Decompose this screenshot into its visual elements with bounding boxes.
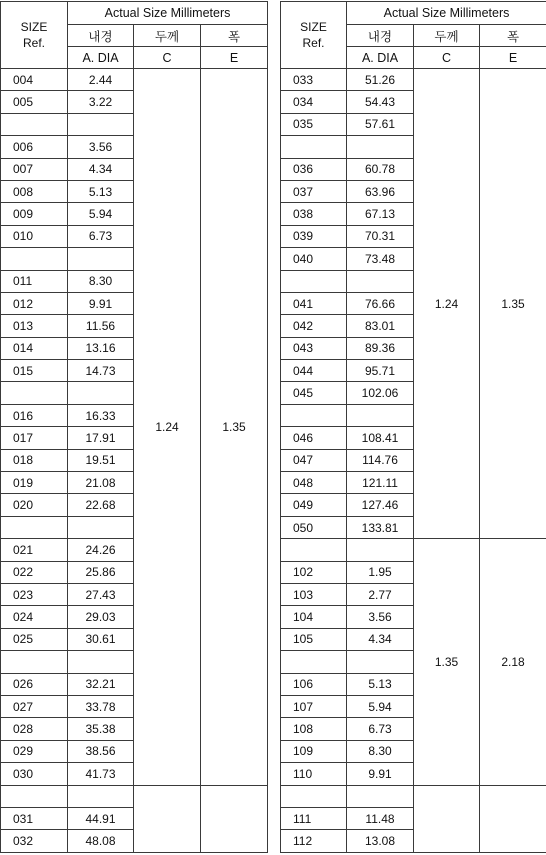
size-ref-cell: 019 bbox=[1, 472, 68, 494]
thickness-c-cell bbox=[134, 785, 201, 852]
a-dia-cell bbox=[347, 270, 414, 292]
inner-diameter-header: 내경 bbox=[347, 25, 414, 47]
size-table-right bbox=[280, 1, 546, 853]
size-ref-cell: 006 bbox=[1, 136, 68, 158]
a-dia-cell bbox=[68, 516, 134, 538]
size-ref-cell: 029 bbox=[1, 740, 68, 762]
table-body-right bbox=[281, 69, 546, 853]
size-ref-cell: 038 bbox=[281, 203, 347, 225]
a-dia-cell: 76.66 bbox=[347, 292, 414, 314]
size-ref-cell: 102 bbox=[281, 561, 347, 583]
a-dia-cell: 9.91 bbox=[68, 292, 134, 314]
size-ref-cell bbox=[1, 113, 68, 135]
size-ref-cell bbox=[281, 651, 347, 673]
a-dia-cell: 41.73 bbox=[68, 763, 134, 785]
a-dia-cell: 8.30 bbox=[347, 740, 414, 762]
e-header: E bbox=[201, 47, 268, 69]
a-dia-cell: 5.13 bbox=[347, 673, 414, 695]
a-dia-cell: 27.43 bbox=[68, 583, 134, 605]
size-ref-cell: 110 bbox=[281, 763, 347, 785]
a-dia-cell: 44.91 bbox=[68, 807, 134, 829]
inner-diameter-header: 내경 bbox=[68, 25, 134, 47]
size-ref-cell bbox=[281, 785, 347, 807]
size-table-left bbox=[0, 1, 268, 853]
size-ref-cell: 048 bbox=[281, 472, 347, 494]
a-dia-header: A. DIA bbox=[347, 47, 414, 69]
a-dia-cell: 121.11 bbox=[347, 472, 414, 494]
a-dia-cell: 1.95 bbox=[347, 561, 414, 583]
thickness-header: 두께 bbox=[414, 25, 480, 47]
a-dia-cell: 114.76 bbox=[347, 449, 414, 471]
size-ref-cell: 104 bbox=[281, 606, 347, 628]
width-header: 폭 bbox=[201, 25, 268, 47]
c-header: C bbox=[134, 47, 201, 69]
size-ref-cell: 007 bbox=[1, 158, 68, 180]
thickness-c-cell: 1.35 bbox=[414, 539, 480, 785]
size-ref-cell: 103 bbox=[281, 583, 347, 605]
a-dia-cell: 30.61 bbox=[68, 628, 134, 650]
a-dia-cell: 19.51 bbox=[68, 449, 134, 471]
a-dia-cell: 4.34 bbox=[68, 158, 134, 180]
size-ref-cell: 012 bbox=[1, 292, 68, 314]
size-ref-cell: 027 bbox=[1, 695, 68, 717]
a-dia-cell bbox=[347, 539, 414, 561]
a-dia-cell: 95.71 bbox=[347, 360, 414, 382]
a-dia-cell: 5.94 bbox=[347, 695, 414, 717]
size-ref-cell: 109 bbox=[281, 740, 347, 762]
a-dia-cell: 57.61 bbox=[347, 113, 414, 135]
a-dia-cell: 2.77 bbox=[347, 583, 414, 605]
c-header: C bbox=[414, 47, 480, 69]
a-dia-cell: 6.73 bbox=[347, 718, 414, 740]
size-ref-cell: 011 bbox=[1, 270, 68, 292]
a-dia-cell: 127.46 bbox=[347, 494, 414, 516]
table-body-left bbox=[1, 69, 268, 853]
size-ref-cell: 112 bbox=[281, 830, 347, 852]
a-dia-cell: 25.86 bbox=[68, 561, 134, 583]
table-row bbox=[281, 69, 546, 91]
size-ref-cell: 030 bbox=[1, 763, 68, 785]
a-dia-cell bbox=[347, 651, 414, 673]
a-dia-cell: 3.22 bbox=[68, 91, 134, 113]
a-dia-cell: 8.30 bbox=[68, 270, 134, 292]
a-dia-cell: 83.01 bbox=[347, 315, 414, 337]
a-dia-cell: 73.48 bbox=[347, 248, 414, 270]
size-ref-cell: 108 bbox=[281, 718, 347, 740]
size-ref-cell bbox=[281, 404, 347, 426]
actual-size-header: Actual Size Millimeters bbox=[68, 2, 268, 25]
a-dia-cell: 16.33 bbox=[68, 404, 134, 426]
a-dia-cell: 22.68 bbox=[68, 494, 134, 516]
size-ref-cell: 034 bbox=[281, 91, 347, 113]
size-ref-line1: SIZE bbox=[300, 20, 327, 34]
size-ref-cell bbox=[1, 382, 68, 404]
width-e-cell: 2.18 bbox=[480, 539, 546, 785]
a-dia-cell: 67.13 bbox=[347, 203, 414, 225]
a-dia-cell bbox=[68, 382, 134, 404]
size-ref-cell: 039 bbox=[281, 225, 347, 247]
size-ref-cell: 049 bbox=[281, 494, 347, 516]
width-e-cell: 1.35 bbox=[480, 69, 546, 539]
a-dia-header: A. DIA bbox=[68, 47, 134, 69]
size-ref-cell: 009 bbox=[1, 203, 68, 225]
a-dia-cell: 11.56 bbox=[68, 315, 134, 337]
size-ref-cell: 037 bbox=[281, 180, 347, 202]
a-dia-cell: 32.21 bbox=[68, 673, 134, 695]
thickness-c-cell bbox=[414, 785, 480, 852]
a-dia-cell: 29.03 bbox=[68, 606, 134, 628]
table-row bbox=[1, 785, 268, 807]
size-ref-cell bbox=[1, 785, 68, 807]
size-ref-cell: 010 bbox=[1, 225, 68, 247]
width-e-cell bbox=[201, 785, 268, 852]
table-row bbox=[281, 539, 546, 561]
size-ref-header bbox=[281, 2, 347, 69]
size-ref-cell: 043 bbox=[281, 337, 347, 359]
a-dia-cell: 13.16 bbox=[68, 337, 134, 359]
size-ref-cell bbox=[281, 270, 347, 292]
a-dia-cell: 24.26 bbox=[68, 539, 134, 561]
size-ref-cell: 032 bbox=[1, 830, 68, 852]
width-e-cell: 1.35 bbox=[201, 69, 268, 786]
a-dia-cell: 108.41 bbox=[347, 427, 414, 449]
thickness-header: 두께 bbox=[134, 25, 201, 47]
a-dia-cell: 63.96 bbox=[347, 180, 414, 202]
e-header: E bbox=[480, 47, 546, 69]
size-ref-cell: 026 bbox=[1, 673, 68, 695]
size-ref-cell: 050 bbox=[281, 516, 347, 538]
a-dia-cell: 14.73 bbox=[68, 360, 134, 382]
thickness-c-cell: 1.24 bbox=[134, 69, 201, 786]
size-ref-cell: 028 bbox=[1, 718, 68, 740]
a-dia-cell: 48.08 bbox=[68, 830, 134, 852]
size-ref-cell: 042 bbox=[281, 315, 347, 337]
size-ref-cell: 111 bbox=[281, 807, 347, 829]
thickness-c-cell: 1.24 bbox=[414, 69, 480, 539]
a-dia-cell bbox=[68, 785, 134, 807]
size-ref-cell: 020 bbox=[1, 494, 68, 516]
a-dia-cell: 3.56 bbox=[347, 606, 414, 628]
size-ref-cell: 023 bbox=[1, 583, 68, 605]
a-dia-cell: 5.94 bbox=[68, 203, 134, 225]
size-ref-cell: 105 bbox=[281, 628, 347, 650]
a-dia-cell bbox=[68, 651, 134, 673]
a-dia-cell: 5.13 bbox=[68, 180, 134, 202]
a-dia-cell bbox=[68, 248, 134, 270]
size-ref-cell bbox=[281, 136, 347, 158]
a-dia-cell: 13.08 bbox=[347, 830, 414, 852]
size-ref-cell: 106 bbox=[281, 673, 347, 695]
a-dia-cell: 89.36 bbox=[347, 337, 414, 359]
a-dia-cell: 3.56 bbox=[68, 136, 134, 158]
a-dia-cell: 54.43 bbox=[347, 91, 414, 113]
size-ref-cell: 014 bbox=[1, 337, 68, 359]
size-ref-cell bbox=[1, 516, 68, 538]
size-ref-cell: 047 bbox=[281, 449, 347, 471]
size-ref-cell bbox=[281, 539, 347, 561]
size-ref-cell: 031 bbox=[1, 807, 68, 829]
size-ref-cell: 036 bbox=[281, 158, 347, 180]
size-ref-cell: 044 bbox=[281, 360, 347, 382]
a-dia-cell bbox=[347, 404, 414, 426]
a-dia-cell: 11.48 bbox=[347, 807, 414, 829]
size-ref-cell: 025 bbox=[1, 628, 68, 650]
a-dia-cell: 133.81 bbox=[347, 516, 414, 538]
size-ref-line2: Ref. bbox=[302, 36, 325, 50]
size-ref-cell: 005 bbox=[1, 91, 68, 113]
a-dia-cell: 9.91 bbox=[347, 763, 414, 785]
size-ref-cell: 107 bbox=[281, 695, 347, 717]
a-dia-cell bbox=[347, 785, 414, 807]
a-dia-cell: 2.44 bbox=[68, 69, 134, 91]
width-e-cell bbox=[480, 785, 546, 852]
size-ref-cell: 045 bbox=[281, 382, 347, 404]
width-header: 폭 bbox=[480, 25, 546, 47]
a-dia-cell: 4.34 bbox=[347, 628, 414, 650]
size-ref-cell: 004 bbox=[1, 69, 68, 91]
table-row bbox=[281, 785, 546, 807]
size-ref-cell: 015 bbox=[1, 360, 68, 382]
size-ref-cell: 013 bbox=[1, 315, 68, 337]
size-ref-cell bbox=[1, 651, 68, 673]
a-dia-cell: 33.78 bbox=[68, 695, 134, 717]
size-ref-cell: 041 bbox=[281, 292, 347, 314]
a-dia-cell: 6.73 bbox=[68, 225, 134, 247]
a-dia-cell: 17.91 bbox=[68, 427, 134, 449]
size-ref-cell: 040 bbox=[281, 248, 347, 270]
a-dia-cell: 35.38 bbox=[68, 718, 134, 740]
a-dia-cell bbox=[68, 113, 134, 135]
a-dia-cell: 60.78 bbox=[347, 158, 414, 180]
size-ref-cell: 035 bbox=[281, 113, 347, 135]
size-ref-cell: 022 bbox=[1, 561, 68, 583]
a-dia-cell: 21.08 bbox=[68, 472, 134, 494]
size-ref-line2: Ref. bbox=[22, 36, 45, 50]
actual-size-header: Actual Size Millimeters bbox=[347, 2, 546, 25]
size-ref-cell: 008 bbox=[1, 180, 68, 202]
size-ref-header bbox=[1, 2, 68, 69]
a-dia-cell: 70.31 bbox=[347, 225, 414, 247]
a-dia-cell: 38.56 bbox=[68, 740, 134, 762]
a-dia-cell bbox=[347, 136, 414, 158]
size-ref-cell: 018 bbox=[1, 449, 68, 471]
size-ref-line1: SIZE bbox=[20, 20, 48, 34]
size-ref-cell bbox=[1, 248, 68, 270]
size-ref-cell: 046 bbox=[281, 427, 347, 449]
a-dia-cell: 102.06 bbox=[347, 382, 414, 404]
size-ref-cell: 033 bbox=[281, 69, 347, 91]
a-dia-cell: 51.26 bbox=[347, 69, 414, 91]
table-row bbox=[1, 69, 268, 91]
size-ref-cell: 016 bbox=[1, 404, 68, 426]
size-ref-cell: 021 bbox=[1, 539, 68, 561]
size-ref-cell: 024 bbox=[1, 606, 68, 628]
size-ref-cell: 017 bbox=[1, 427, 68, 449]
